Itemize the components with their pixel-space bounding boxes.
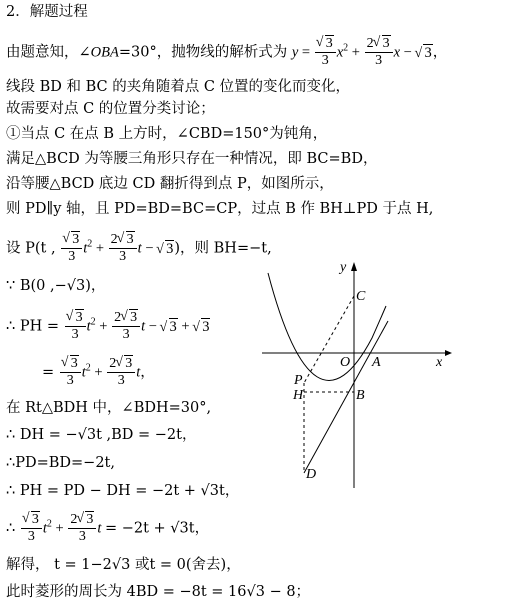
l10a: ∴ PH =	[6, 318, 59, 335]
section-heading: 2．解题过程	[6, 4, 88, 20]
label-P: P	[294, 373, 303, 388]
label-B: B	[356, 388, 365, 403]
label-A: A	[372, 355, 381, 370]
text-line-16: ∴ √ $\frac{3}{3}$ $t^2$ + $\frac{2√ 3}{3}$ t = −2t + √3t，	[6, 512, 209, 545]
text-line-18: 此时菱形的周长为 4BD = −8t = 16√3 − 8；	[6, 584, 311, 600]
text-line-2: 线段 BD 和 BC 的夹角随着点 C 位置的变化而变化，	[6, 79, 351, 95]
text-line-15: ∴ PH = PD − DH = −2t + √3t，	[6, 483, 240, 499]
label-x: x	[436, 355, 443, 370]
label-H: H	[293, 388, 304, 403]
text-line-11: = √ $\frac{3}{3}$ $t^2$ + $\frac{2√ 3}{3}$ t，	[42, 356, 155, 389]
text-line-17: 解得， t = 1−2√3 或t = 0(舍去)，	[6, 557, 241, 573]
geometry-figure	[262, 258, 452, 488]
parabola	[268, 273, 386, 380]
text-line-3: 故需要对点 C 的位置分类讨论；	[6, 101, 215, 117]
text-line-10: ∴ PH = √ $\frac{3}{3}$ $t^2$ + $\frac{2√ 3}{3}$ t − √ 3 + √ 3	[6, 310, 210, 343]
l11a: =	[42, 364, 55, 381]
l8b: )，则 BH=−t,	[174, 240, 272, 257]
text-line-7: 则 PD∥y 轴，且 PD=BD=BC=CP，过点 B 作 BH⊥PD 于点 H,	[6, 201, 434, 217]
text-line-13: ∴ DH = −√3t ,BD = −2t，	[6, 427, 197, 443]
text-line-8: 设 P(t , √ $\frac{3}{3}$ $t^2$ + $\frac{2√ 3}{3}$ t − √ 3)，则 BH=−t,	[6, 232, 272, 265]
text-line-14: ∴PD=BD=−2t,	[6, 455, 115, 471]
line-DB	[304, 321, 388, 473]
label-C: C	[356, 289, 366, 304]
text-line-6: 沿等腰△BCD 底边 CD 翻折得到点 P，如图所示，	[6, 176, 334, 192]
l1c: =30°，抛物线的解析式为	[118, 44, 292, 61]
l1b: OBA	[90, 44, 119, 61]
label-O: O	[340, 355, 351, 370]
text-line-4: ①当点 C 在点 B 上方时，∠CBD=150°为钝角，	[6, 126, 328, 142]
y-axis-arrow	[351, 262, 357, 271]
text-line-9: ∵ B(0 ,−√3)，	[6, 278, 106, 294]
text-line-1: 由题意知，∠OBA=30°，抛物线的解析式为 y = √ $\frac{3}{3}$ $x^2$ + $\frac{2√ 3}{3}$ x − √ 3，	[6, 36, 447, 69]
l8a: 设 P(t ,	[6, 240, 56, 257]
l16b: = −2t + √3t，	[104, 520, 210, 537]
label-y: y	[340, 260, 347, 275]
l1a: 由题意知，∠	[6, 44, 91, 61]
x-axis-arrow	[445, 350, 452, 356]
text-line-5: 满足△BCD 为等腰三角形只存在一种情况，即 BC=BD，	[6, 151, 378, 167]
text-line-12: 在 Rt△BDH 中，∠BDH=30°,	[6, 400, 212, 416]
label-D: D	[306, 467, 317, 482]
